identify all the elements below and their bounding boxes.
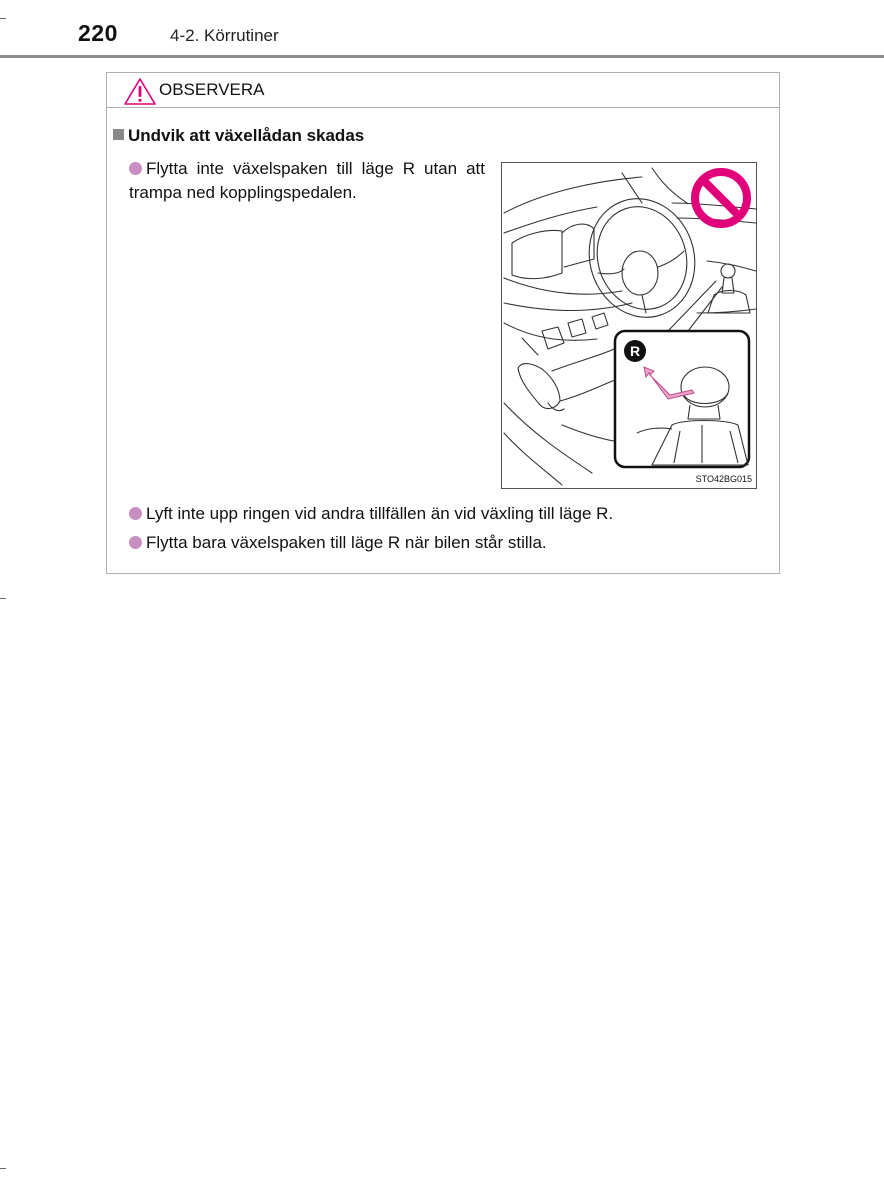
subheading-text: Undvik att växellådan skadas: [128, 126, 365, 145]
bullet-text: Flytta bara växelspaken till läge R när bilen står stilla.: [146, 533, 547, 552]
bullet-item: [129, 157, 485, 205]
svg-text:R: R: [629, 343, 641, 359]
figure-code: STO42BG015: [695, 474, 752, 484]
subheading: [113, 126, 364, 146]
bullet-dot-icon: [129, 536, 142, 549]
crop-mark: [0, 1168, 6, 1169]
bullet-text: Lyft inte upp ringen vid andra tillfällen än vid växling till läge R.: [146, 504, 614, 523]
no-entry-icon: [695, 172, 747, 224]
page-number: 220: [78, 20, 118, 46]
illustration: [501, 162, 757, 489]
crop-mark: [0, 598, 6, 599]
header-rule: [0, 55, 884, 58]
caution-box: [106, 72, 780, 574]
warning-triangle-icon: [123, 77, 157, 106]
section-title: 4-2. Körrutiner: [170, 26, 279, 45]
bullet-dot-icon: [129, 162, 142, 175]
crop-mark: [0, 18, 6, 19]
square-bullet-icon: [113, 129, 124, 140]
gear-r-icon: [624, 340, 646, 362]
bullet-item: [129, 502, 613, 526]
bullet-dot-icon: [129, 507, 142, 520]
caution-title: OBSERVERA: [159, 80, 265, 99]
bullet-item: [129, 531, 547, 555]
bullet-text: Flytta inte växelspaken till läge R utan att trampa ned kopplingspedalen.: [129, 159, 485, 202]
caution-header: [107, 73, 779, 108]
manual-shift-illustration: [502, 163, 758, 490]
